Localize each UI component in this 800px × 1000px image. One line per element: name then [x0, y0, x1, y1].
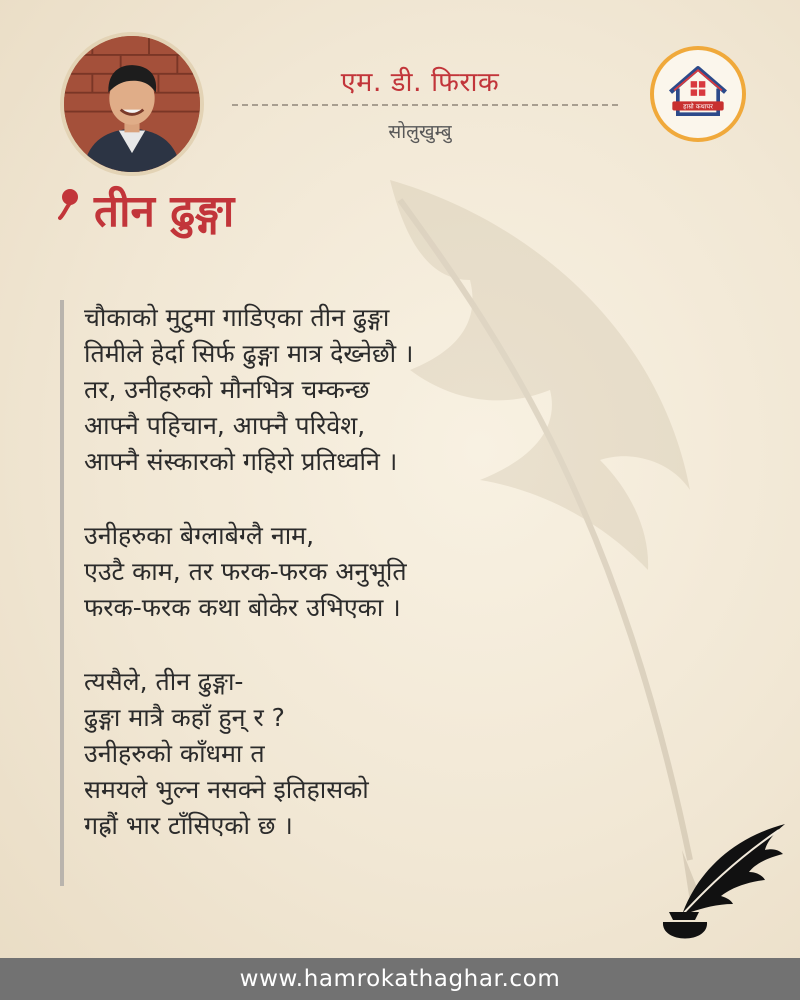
poem-stanza-2	[84, 518, 644, 626]
poem-line: फरक-फरक कथा बोकेर उभिएका ।	[84, 593, 401, 622]
poem-line: ढुङ्गा मात्रै कहाँ हुन् र ?	[84, 703, 285, 732]
house-logo-icon	[654, 50, 742, 138]
poem-line: उनीहरुका बेग्लाबेग्लै नाम,	[84, 521, 315, 550]
poem-line: तिमीले हेर्दा सिर्फ ढुङ्गा मात्र देख्नेछौ ।	[84, 339, 414, 368]
footer-website[interactable]: www.hamrokathaghar.com	[0, 958, 800, 1000]
poem-line: एउटै काम, तर फरक-फरक अनुभूति	[84, 557, 407, 586]
poem-line: त्यसैले, तीन ढुङ्गा-	[84, 667, 244, 696]
poem-body	[84, 300, 644, 882]
poem-stanza-1	[84, 300, 644, 480]
poem-line: चौकाको मुटुमा गाडिएका तीन ढुङ्गा	[84, 303, 390, 332]
author-photo-icon	[64, 36, 200, 172]
author-name: एम. डी. फिराक	[340, 67, 500, 98]
poem-line: तर, उनीहरुको मौनभित्र चम्कन्छ	[84, 375, 370, 404]
site-logo[interactable]	[650, 46, 746, 142]
poem-line: आफ्नै संस्कारको गहिरो प्रतिध्वनि ।	[84, 447, 398, 476]
author-avatar	[60, 32, 204, 176]
logo-text: हाम्रो कथाघर	[683, 102, 713, 111]
poem-line: गह्रौं भार टाँसिएको छ ।	[84, 811, 293, 840]
poem-title: तीन ढुङ्गा	[94, 186, 235, 237]
poem-line: समयले भुल्न नसक्ने इतिहासको	[84, 775, 369, 804]
quote-mark-icon	[58, 188, 80, 222]
poem-line: आफ्नै पहिचान, आफ्नै परिवेश,	[84, 411, 366, 440]
poem-side-bar	[60, 300, 64, 886]
header-divider	[232, 104, 618, 106]
author-place: सोलुखुम्बु	[388, 121, 452, 143]
poem-stanza-3	[84, 664, 644, 844]
quill-inkwell-icon	[655, 820, 795, 950]
poem-line: उनीहरुको काँधमा त	[84, 739, 265, 768]
